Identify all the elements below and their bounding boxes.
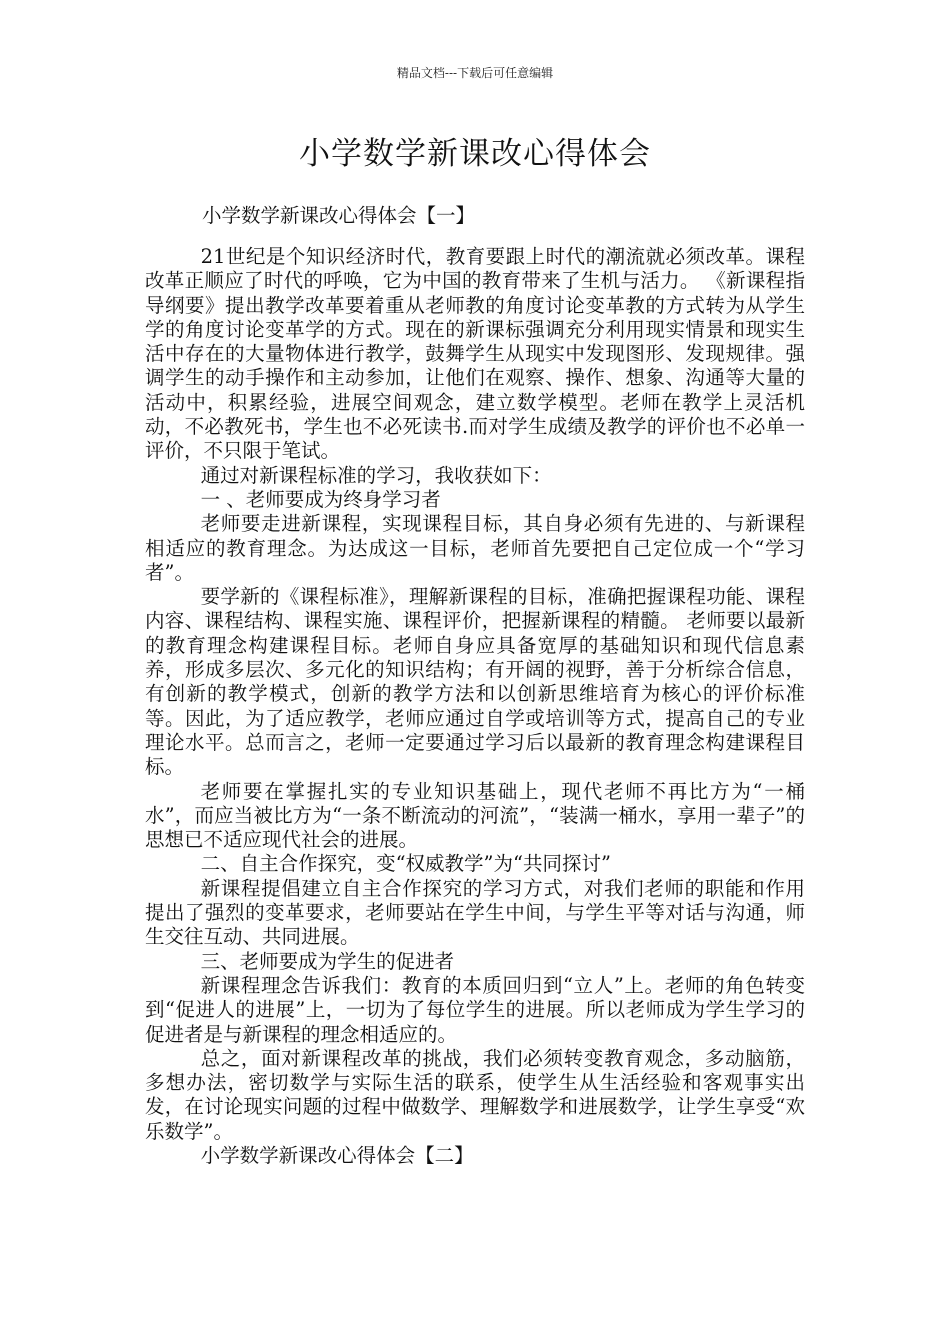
- section-heading: 二、自主合作探究，变“权威教学”为“共同探讨”: [200, 852, 611, 876]
- paragraph: 老师要走进新课程，实现课程目标，其自身必须有先进的、与新课程相适应的教育理念。为达成这一目标，老师首先要把自己定位成一个“学习者”。: [145, 512, 805, 584]
- paragraph: 新课程提倡建立自主合作探究的学习方式，对我们老师的职能和作用提出了强烈的变革要求，老师要站在学生中间，与学生平等对话与沟通，师生交往互动、共同进展。: [145, 876, 805, 949]
- paragraph: 总之，面对新课程改革的挑战，我们必须转变教育观念，多动脑筋，多想办法，密切数学与实际生活的联系，使学生从生活经验和客观事实出发，在讨论现实问题的过程中做数学、理解数学和进展数学，让学生享受“欢乐数学”。: [145, 1046, 805, 1143]
- page-title: 小学数学新课改心得体会: [299, 136, 651, 172]
- paragraph: 通过对新课程标准的学习，我收获如下：: [200, 463, 552, 487]
- document-body: [145, 245, 805, 1168]
- section-heading: 一 、老师要成为终身学习者: [200, 487, 441, 511]
- section-heading-2: 小学数学新课改心得体会【二】: [200, 1143, 474, 1167]
- paragraph: 要学新的《课程标准》，理解新课程的目标，准确把握课程功能、课程内容、课程结构、课程实施、课程评价，把握新课程的精髓。 老师要以最新的教育理念构建课程目标。老师自身应具备宽厚的基础知识和现代信息素养，形成多层次、多元化的知识结构；有开阔的视野，善于分析综合信息，有创新的教学模式，创新的教学方法和以创新思维培育为核心的评价标准等。因此，为了适应教学，老师应通过自学或培训等方式，提高自己的专业理论水平。总而言之，老师一定要通过学习后以最新的教育理念构建课程目标。: [145, 585, 805, 779]
- paragraph: 新课程理念告诉我们：教育的本质回归到“立人”上。老师的角色转变到“促进人的进展”上，一切为了每位学生的进展。所以老师成为学生学习的促进者是与新课程的理念相适应的。: [145, 973, 805, 1046]
- paragraph: 老师要在掌握扎实的专业知识基础上，现代老师不再比方为“一桶水”，而应当被比方为“一条不断流动的河流”，“装满一桶水，享用一辈子”的思想已不适应现代社会的进展。: [145, 779, 805, 852]
- paragraph: 21世纪是个知识经济时代，教育要跟上时代的潮流就必须改革。课程改革正顺应了时代的呼唤，它为中国的教育带来了生机与活力。 《新课程指导纲要》提出教学改革要着重从老师教的角度讨论变革教的方式转为从学生学的角度讨论变革学的方式。现在的新课标强调充分利用现实情景和现实生活中存在的大量物体进行教学，鼓舞学生从现实中发现图形、发现规律。强调学生的动手操作和主动参加，让他们在观察、操作、想象、沟通等大量的活动中，积累经验，进展空间观念，建立数学模型。老师在教学上灵活机动，不必教死书，学生也不必死读书.而对学生成绩及教学的评价也不必单一评价，不只限于笔试。: [145, 245, 805, 463]
- section-heading-1: 小学数学新课改心得体会【一】: [202, 204, 476, 227]
- section-heading: 三、老师要成为学生的促进者: [200, 949, 455, 973]
- page-header: 精品文档---下载后可任意编辑: [396, 66, 554, 80]
